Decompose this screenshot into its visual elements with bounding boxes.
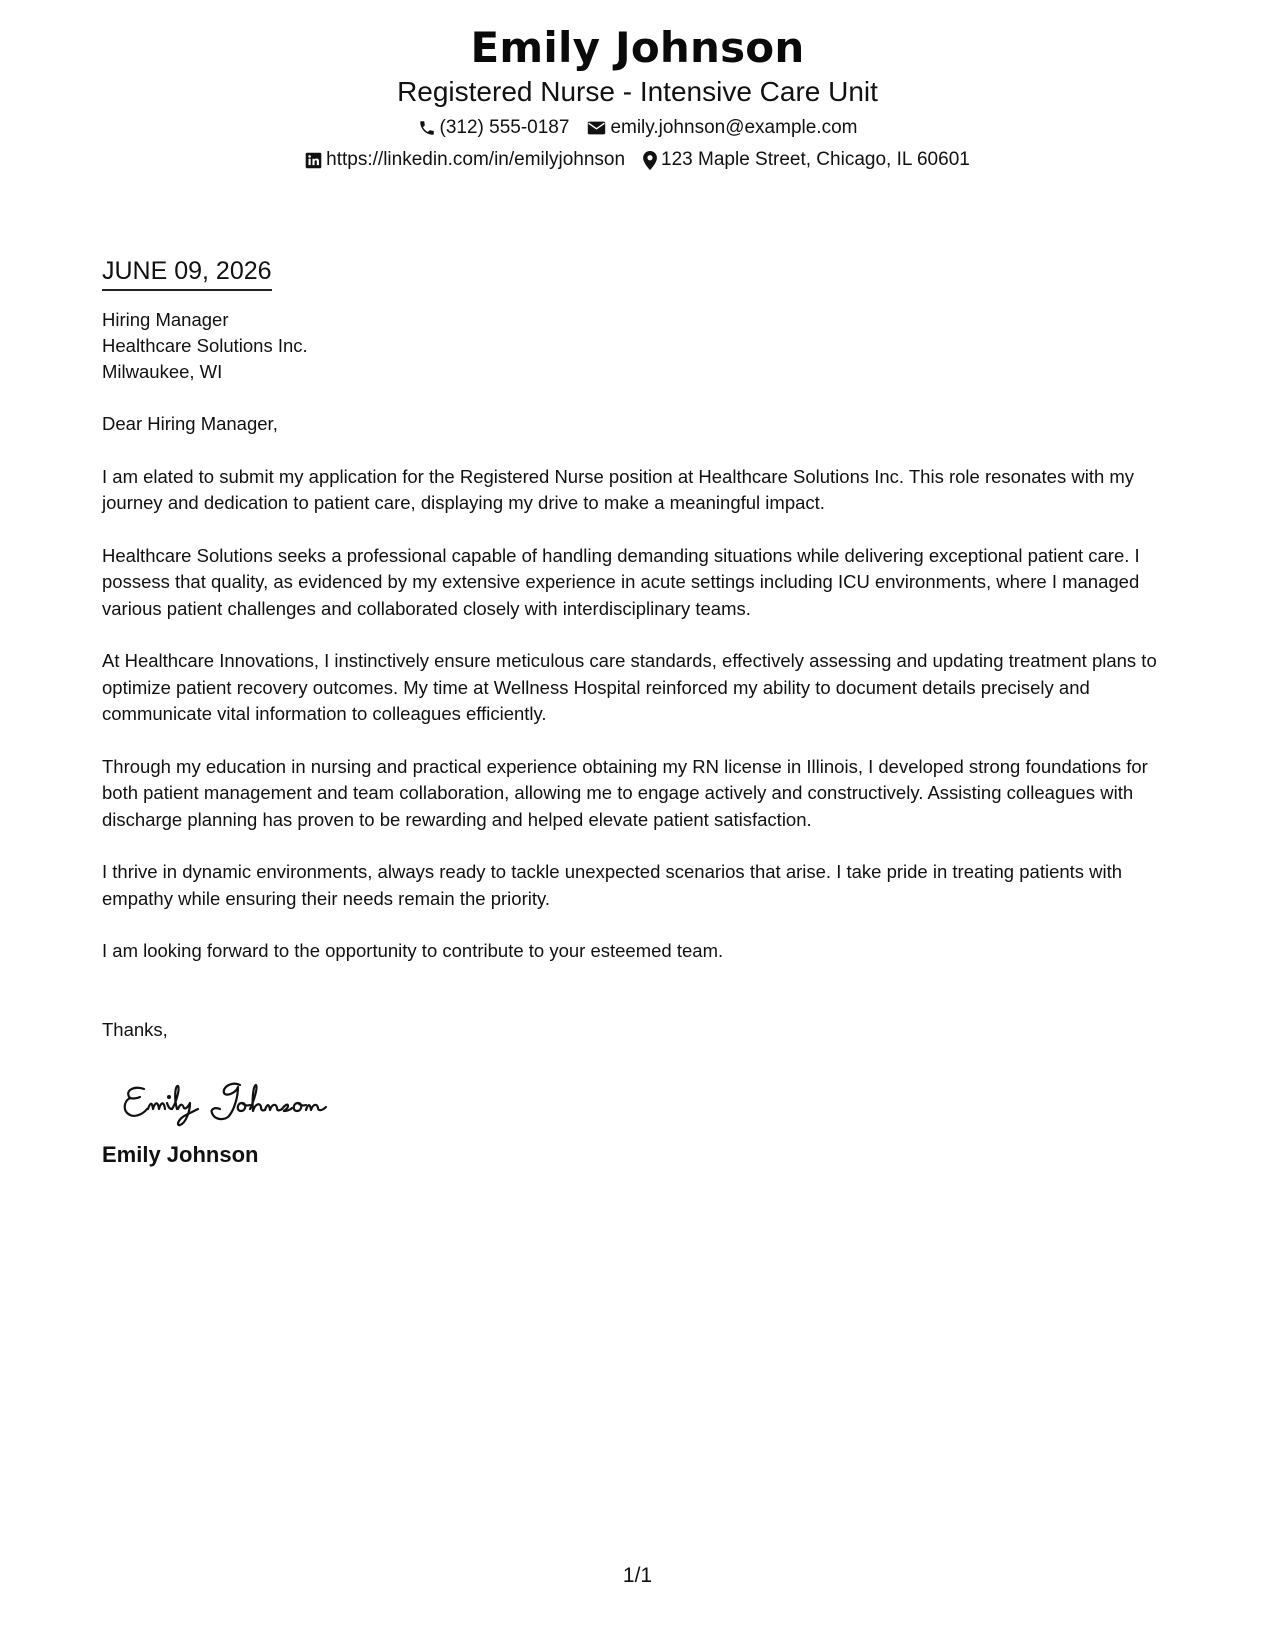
letter-date: JUNE 09, 2026 <box>102 255 272 291</box>
applicant-name: Emily Johnson <box>470 23 805 72</box>
linkedin-icon <box>305 152 322 169</box>
body-paragraph: At Healthcare Innovations, I instinctively ensure meticulous care standards, effectively assessing and updating treatment plans to optimize patient recovery outcomes. My time at Wellness Hospital reinforced my ability to document details precisely and communicate vital information to colleagues efficiently. <box>102 650 1157 724</box>
body-paragraph: I thrive in dynamic environments, always ready to tackle unexpected scenarios that arise. I take pride in treating patients with empathy while ensuring their needs remain the priority. <box>102 861 1123 909</box>
phone-number: (312) 555-0187 <box>439 117 570 138</box>
recipient-block <box>102 307 1172 385</box>
email-address: emily.johnson@example.com <box>610 117 858 138</box>
signer-name: Emily Johnson <box>102 1142 259 1167</box>
body-paragraph: I am elated to submit my application for the Registered Nurse position at Healthcare Solutions Inc. This role resonates with my journey and dedication to patient care, displaying my drive to make a meaningful impact. <box>102 465 1135 513</box>
page-number: 1/1 <box>622 1564 653 1587</box>
contact-line-2 <box>0 147 1275 173</box>
address-contact <box>643 147 970 173</box>
recipient-line: Milwaukee, WI <box>102 361 223 382</box>
letter-header <box>0 22 1275 173</box>
recipient-line: Healthcare Solutions Inc. <box>102 335 308 356</box>
salutation: Dear Hiring Manager, <box>102 413 278 434</box>
handwritten-signature <box>120 1073 360 1129</box>
body-paragraph: Healthcare Solutions seeks a professional capable of handling demanding situations while delivering exceptional patient care. I possess that quality, as evidenced by my extensive experience in acute settings including ICU environments, where I managed various patient challenges and collaborated closely with interdisciplinary teams. <box>102 544 1140 619</box>
body-paragraph: Through my education in nursing and practical experience obtaining my RN license in Illinois, I developed strong foundations for both patient management and team collaboration, allowing me to engage actively and constructively. Assisting colleagues with discharge planning has proven to be rewarding and helped elevate patient satisfaction. <box>102 755 1148 830</box>
linkedin-url[interactable]: https://linkedin.com/in/emilyjohnson <box>326 149 626 170</box>
applicant-title: Registered Nurse - Intensive Care Unit <box>397 76 878 107</box>
phone-icon <box>418 119 436 137</box>
contact-line-1 <box>0 115 1275 141</box>
street-address: 123 Maple Street, Chicago, IL 60601 <box>661 149 970 170</box>
recipient-line: Hiring Manager <box>102 309 229 330</box>
closing: Thanks, <box>102 1018 168 1040</box>
envelope-icon <box>587 120 606 136</box>
linkedin-contact <box>305 147 625 173</box>
phone-contact <box>418 115 570 141</box>
email-contact <box>587 115 857 141</box>
body-paragraph: I am looking forward to the opportunity to contribute to your esteemed team. <box>102 940 724 961</box>
map-marker-icon <box>643 151 657 170</box>
letter-body <box>102 255 1172 1169</box>
